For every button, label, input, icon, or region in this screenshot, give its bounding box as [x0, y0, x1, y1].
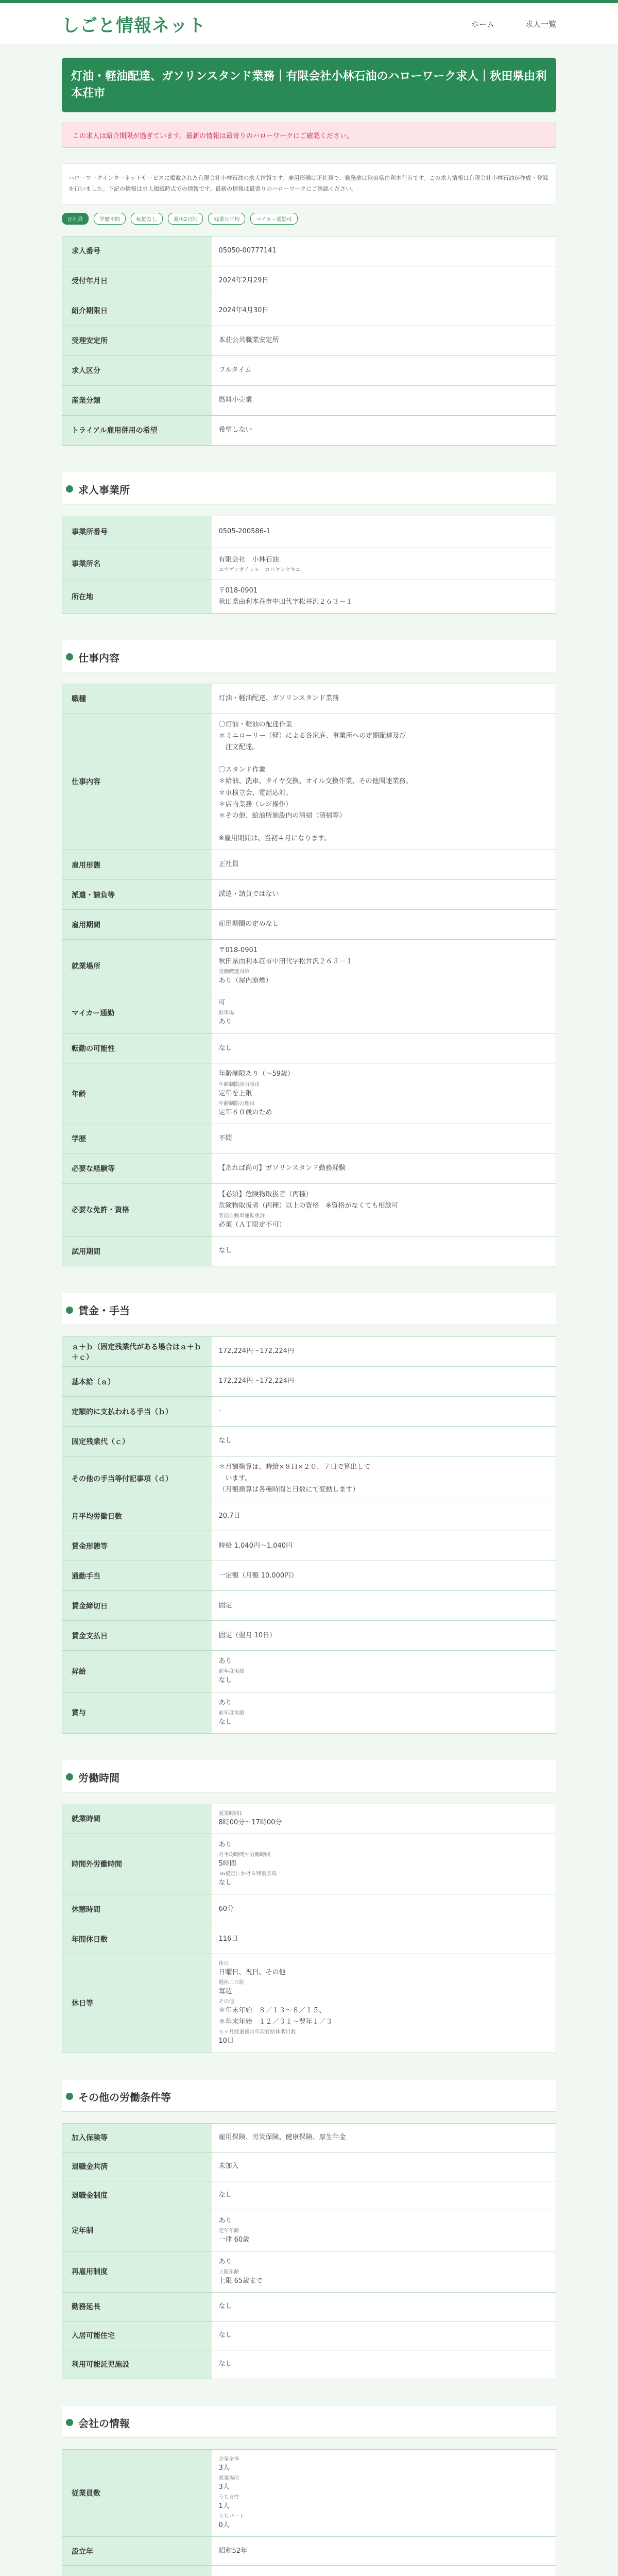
row-value-text: 8時00分〜17時00分 — [218, 1818, 282, 1826]
info-row — [62, 1154, 556, 1183]
info-row — [62, 1561, 556, 1591]
row-value-text: 一定額（月額 10,000円） — [218, 1571, 298, 1580]
basic-info-table — [62, 236, 556, 446]
row-sublabel: 月平均時間外労働時間 — [218, 1852, 270, 1858]
row-value-text: 3人 — [218, 2483, 230, 2491]
info-row — [62, 2350, 556, 2379]
section-hours — [62, 1760, 556, 1792]
row-value — [212, 296, 556, 326]
row-value-text: 1人 — [218, 2502, 230, 2511]
row-label: 就業時間 — [62, 1804, 212, 1834]
row-value — [212, 2537, 556, 2566]
hours-table — [62, 1804, 556, 2053]
wage-table — [62, 1336, 556, 1734]
info-row — [62, 2321, 556, 2350]
row-value-text: 172,224円〜172,224円 — [218, 1347, 295, 1355]
row-label: 退職金共済 — [62, 2152, 212, 2181]
row-value-text: なし — [218, 1247, 232, 1255]
section-job — [62, 640, 556, 672]
row-value-text: 05050-00777141 — [218, 247, 277, 255]
info-row — [62, 1124, 556, 1154]
row-value — [212, 1561, 556, 1591]
row-value-text: 定年６０歳のため — [218, 1108, 272, 1116]
section-employer — [62, 472, 556, 504]
row-value — [212, 415, 556, 445]
info-row — [62, 1834, 556, 1894]
info-row — [62, 1924, 556, 1954]
row-label: 転勤の可能性 — [62, 1033, 212, 1063]
section-company — [62, 2406, 556, 2438]
info-row — [62, 992, 556, 1033]
row-sublabel: 普通自動車運転免許 — [218, 1213, 265, 1219]
row-value-text: ＊月額換算は、時給×８Ｈ×２０．７日で算出して います。 （月額換算は各種時間と日数にて変動します） — [218, 1463, 371, 1494]
row-value — [212, 2350, 556, 2379]
row-value-text: 雇用保険、労災保険、健康保険、厚生年金 — [218, 2133, 346, 2141]
row-value — [212, 940, 556, 992]
row-value-text: 2024年2月29日 — [218, 277, 269, 285]
row-value — [212, 1894, 556, 1924]
info-row — [62, 1651, 556, 1692]
row-value-text: なし — [218, 1878, 232, 1887]
row-value-text: 10日 — [218, 2037, 234, 2045]
row-label: 所在地 — [62, 580, 212, 613]
row-value-text: 正社員 — [218, 860, 239, 869]
row-sublabel: 年齢制限該当事由 — [218, 1081, 260, 1088]
row-sublabel: 就業時間1 — [218, 1810, 243, 1817]
row-label: 就業場所 — [62, 940, 212, 992]
main-content — [62, 58, 556, 2576]
row-value-text: 燃料小売業 — [218, 396, 252, 404]
info-row — [62, 880, 556, 910]
row-value-text: 毎週 — [218, 1988, 232, 1996]
tag-overtime: 残業月平均 — [208, 213, 245, 225]
info-row — [62, 1367, 556, 1397]
row-sublabel: その他 — [218, 1999, 234, 2005]
row-label: 加入保険等 — [62, 2123, 212, 2152]
row-label: 試用期間 — [62, 1236, 212, 1266]
row-label: 求人区分 — [62, 355, 212, 385]
info-row — [62, 2292, 556, 2321]
row-value-text: なし — [218, 2302, 232, 2311]
row-value-text: - — [218, 1407, 221, 1415]
info-row — [62, 1501, 556, 1531]
row-value-text: フルタイム — [218, 366, 252, 375]
row-sublabel: 上限年齢 — [218, 2269, 239, 2275]
row-value — [212, 1456, 556, 1501]
row-label: 入居可能住宅 — [62, 2321, 212, 2350]
site-header — [0, 0, 618, 44]
row-value-text: 172,224円〜172,224円 — [218, 1377, 295, 1385]
row-value — [212, 910, 556, 940]
row-label: マイカー通勤 — [62, 992, 212, 1033]
info-row — [62, 684, 556, 714]
row-value-text: あり（屋内原煙） — [218, 977, 272, 985]
row-value-text: なし — [218, 2331, 232, 2340]
info-row — [62, 2566, 556, 2576]
row-label: 休憩時間 — [62, 1894, 212, 1924]
row-value-text: 希望しない — [218, 426, 252, 434]
row-value-text: 5時間 — [218, 1859, 236, 1868]
section-title: 求人事業所 — [78, 483, 130, 496]
row-value-text: 定年を上限 — [218, 1089, 252, 1097]
info-row — [62, 516, 556, 548]
row-label: 再雇用制度 — [62, 2251, 212, 2292]
nav-home-link[interactable]: ホーム — [471, 19, 494, 29]
row-value-text: なし — [218, 2191, 232, 2199]
row-sublabel: 休日 — [218, 1961, 229, 1967]
row-value-text: あり — [218, 2216, 232, 2225]
job-description-intro: ハローワークインターネットサービスに掲載された有限会社小林石油の求人情報です。雇用形態は正社員で、勤務地は秋田県由利本荘市です。この求人情報は有限会社小林石油が作成・登録を行いました。下記の情報は求人掲載時点での情報です。最新の情報は最寄りのハローワークにご確認ください。 — [62, 163, 556, 205]
row-value-text: 3人 — [218, 2464, 230, 2472]
row-label: 賃金形態等 — [62, 1531, 212, 1561]
row-value — [212, 2210, 556, 2251]
info-row — [62, 910, 556, 940]
info-row — [62, 1894, 556, 1924]
row-label: その他の手当等付記事項（ｄ） — [62, 1456, 212, 1501]
row-value — [212, 1063, 556, 1124]
section-title: 会社の情報 — [78, 2417, 130, 2430]
section-title: その他の労働条件等 — [78, 2091, 171, 2104]
info-row — [62, 385, 556, 415]
row-value-text: なし — [218, 1676, 232, 1685]
row-label: 定年制 — [62, 2210, 212, 2251]
row-value-text: 〇灯油・軽油の配達作業 ＊ミニローリー（軽）による各家庭、事業所への定期配達及び 注文配達。 〇スタンド作業 ＊給油、洗車、タイヤ交換、オイル交換作業、その他関連業務。 ＊車検立会、電話応対。 ＊店内業務（レジ操作） ＊その他、給油所施設内の清掃（清掃等） ※雇用期間は、当初４月になります。 — [218, 720, 413, 842]
row-label: 必要な経験等 — [62, 1154, 212, 1183]
page-title: 灯油・軽油配達、ガソリンスタンド業務｜有限会社小林石油のハローワーク求人｜秋田県由利本荘市 — [62, 58, 556, 112]
info-row — [62, 1621, 556, 1651]
tag-employment-type: 正社員 — [62, 213, 89, 225]
row-value — [212, 850, 556, 880]
row-label: 職種 — [62, 684, 212, 714]
row-label: トライアル雇用併用の希望 — [62, 415, 212, 445]
row-value-text: 60分 — [218, 1905, 234, 1913]
row-label: 定額的に支払われる手当（ｂ） — [62, 1397, 212, 1427]
row-label: 休日等 — [62, 1954, 212, 2053]
row-label: ａ＋ｂ（固定残業代がある場合はａ＋ｂ＋ｃ） — [62, 1337, 212, 1367]
row-value — [212, 1154, 556, 1183]
row-label: 必要な免許・資格 — [62, 1183, 212, 1236]
row-label: 賃金締切日 — [62, 1591, 212, 1621]
row-value — [212, 2251, 556, 2292]
row-label: 雇用形態 — [62, 850, 212, 880]
row-label: 退職金制度 — [62, 2181, 212, 2210]
row-value-text: 【あれば尚可】ガソリンスタンド勤務経験 — [218, 1164, 346, 1173]
info-row — [62, 2537, 556, 2566]
info-row — [62, 1692, 556, 1733]
row-value — [212, 266, 556, 296]
tag-education: 学歴不問 — [94, 213, 126, 225]
company-table — [62, 2449, 556, 2576]
info-row — [62, 2251, 556, 2292]
row-value-text: なし — [218, 1718, 232, 1726]
expired-notice: この求人は紹介期限が過ぎています。最新の情報は最寄りのハローワークにご確認ください。 — [62, 123, 556, 148]
row-value — [212, 880, 556, 910]
row-label: 事業所番号 — [62, 516, 212, 548]
row-label: 派遣・請負等 — [62, 880, 212, 910]
row-value — [212, 714, 556, 850]
row-value-text: なし — [218, 2360, 232, 2368]
row-value-text: 本荘公共職業安定所 — [218, 336, 279, 345]
row-label: 求人番号 — [62, 236, 212, 266]
row-value-text: あり — [218, 1699, 232, 1707]
section-dot-icon — [66, 1773, 73, 1781]
row-sublabel: 前年度実績 — [218, 1669, 245, 1675]
info-row — [62, 1591, 556, 1621]
row-label: 産業分類 — [62, 385, 212, 415]
row-value-text: 派遣・請負ではない — [218, 890, 279, 899]
row-value-text: 116日 — [218, 1935, 238, 1943]
row-label: 事業所名 — [62, 548, 212, 580]
row-value — [212, 2152, 556, 2181]
row-sublabel: 前年度実績 — [218, 1710, 245, 1716]
row-value-text: 昭和52年 — [218, 2547, 248, 2555]
info-row — [62, 1236, 556, 1266]
row-value — [212, 580, 556, 613]
row-value-text: ＊年末年始 ８／１３〜８／１５、 ＊年末年始 １２／３１〜翌年１／３ — [218, 2007, 333, 2026]
row-value — [212, 2449, 556, 2536]
row-value — [212, 2292, 556, 2321]
row-sublabel: 年齢制限の理由 — [218, 1100, 255, 1107]
tag-no-transfer: 転勤なし — [131, 213, 163, 225]
row-value-text: 2024年4月30日 — [218, 307, 269, 315]
row-label: 賞与 — [62, 1692, 212, 1733]
row-value-text: 固定（翌月 10日） — [218, 1631, 277, 1639]
row-value — [212, 1834, 556, 1894]
row-label — [62, 2566, 212, 2576]
row-value-text: あり — [218, 1840, 232, 1849]
row-value — [212, 2181, 556, 2210]
row-value — [212, 548, 556, 580]
section-title: 賃金・手当 — [78, 1304, 130, 1317]
info-row — [62, 1456, 556, 1501]
row-value-text: 不問 — [218, 1134, 232, 1143]
row-label: 昇給 — [62, 1651, 212, 1692]
row-value-text: 上限 65歳まで — [218, 2277, 263, 2285]
row-value-text: あり — [218, 2258, 232, 2266]
row-label: 固定残業代（ｃ） — [62, 1427, 212, 1456]
row-value — [212, 1954, 556, 2053]
info-row — [62, 296, 556, 326]
row-value-text: 年齢制限あり（～59歳） — [218, 1070, 295, 1078]
section-wage — [62, 1293, 556, 1325]
row-label: 受付年月日 — [62, 266, 212, 296]
row-sublabel: 企業全体 — [218, 2456, 239, 2462]
row-value — [212, 1337, 556, 1367]
row-value-text: 0505-200586-1 — [218, 528, 270, 536]
tag-list — [62, 213, 556, 225]
row-label: 通勤手当 — [62, 1561, 212, 1591]
section-dot-icon — [66, 485, 73, 493]
row-value — [212, 1621, 556, 1651]
row-value — [212, 1427, 556, 1456]
row-value — [212, 1924, 556, 1954]
row-value-text: 〒018-0901 秋田県由利本荘市中田代字松井沢２６３－１ — [218, 946, 353, 966]
info-row — [62, 1427, 556, 1456]
row-sublabel: 36協定における特別条項 — [218, 1871, 277, 1877]
row-sublabel: うち女性 — [218, 2495, 239, 2501]
info-row — [62, 714, 556, 850]
row-value-text: 時給 1,040円〜1,040円 — [218, 1541, 293, 1550]
row-value — [212, 2321, 556, 2350]
row-label: 受理安定所 — [62, 326, 212, 355]
info-row — [62, 236, 556, 266]
row-value — [212, 2566, 556, 2576]
conditions-table — [62, 2123, 556, 2379]
row-value — [212, 1651, 556, 1692]
section-title: 労働時間 — [78, 1771, 119, 1784]
site-logo[interactable]: しごと情報ネット — [62, 15, 206, 36]
section-dot-icon — [66, 2093, 73, 2100]
row-value-text: 日曜日、祝日、その他 — [218, 1969, 286, 1977]
row-value — [212, 1692, 556, 1733]
info-row — [62, 326, 556, 355]
tag-car-commute: マイカー通勤可 — [250, 213, 298, 225]
info-row — [62, 415, 556, 445]
nav-jobs-link[interactable]: 求人一覧 — [525, 19, 556, 29]
row-label: 学歴 — [62, 1124, 212, 1154]
info-row — [62, 1397, 556, 1427]
row-value-text: 可 — [218, 999, 226, 1007]
row-sublabel: 駐車場 — [218, 1010, 234, 1016]
row-value — [212, 1501, 556, 1531]
row-value — [212, 2123, 556, 2152]
row-value-text: 有限会社 小林石油 — [218, 555, 279, 564]
row-label: 年間休日数 — [62, 1924, 212, 1954]
row-label: 月平均労働日数 — [62, 1501, 212, 1531]
row-value — [212, 684, 556, 714]
section-title: 仕事内容 — [78, 651, 119, 664]
row-value — [212, 1033, 556, 1063]
section-dot-icon — [66, 1307, 73, 1314]
row-value — [212, 516, 556, 548]
row-value-text: 必須（ＡＴ限定不可） — [218, 1221, 286, 1229]
main-nav — [442, 19, 556, 29]
row-label: 紹介期限日 — [62, 296, 212, 326]
row-value-text: 0人 — [218, 2521, 230, 2530]
row-sublabel: 受動喫煙対策 — [218, 969, 250, 975]
section-dot-icon — [66, 2419, 73, 2426]
info-row — [62, 1033, 556, 1063]
row-value-text: 20.7日 — [218, 1512, 241, 1520]
row-value — [212, 1183, 556, 1236]
employer-table — [62, 516, 556, 614]
row-sublabel: ６ヶ月経過後の年次有給休暇日数 — [218, 2029, 296, 2036]
row-sublabel: 週休二日制 — [218, 1980, 245, 1986]
row-value-text: あり — [218, 1657, 232, 1666]
row-label: 勤務延長 — [62, 2292, 212, 2321]
row-value — [212, 1367, 556, 1397]
info-row — [62, 1337, 556, 1367]
row-label: 設立年 — [62, 2537, 212, 2566]
info-row — [62, 1804, 556, 1834]
row-label: 年齢 — [62, 1063, 212, 1124]
row-value — [212, 236, 556, 266]
row-value — [212, 1236, 556, 1266]
row-value — [212, 355, 556, 385]
info-row — [62, 580, 556, 613]
row-value-text: 【必須】危険物取扱者（丙種） 危険物取扱者（丙種）以上の資格 ※資格がなくても相談可 — [218, 1190, 399, 1210]
row-value — [212, 992, 556, 1033]
info-row — [62, 940, 556, 992]
row-value-text: なし — [218, 1044, 232, 1052]
info-row — [62, 1531, 556, 1561]
row-value-text: 固定 — [218, 1601, 232, 1609]
row-sublabel: 就業場所 — [218, 2476, 239, 2481]
info-row — [62, 2449, 556, 2536]
info-row — [62, 1954, 556, 2053]
row-label: 基本給（ａ） — [62, 1367, 212, 1397]
row-value — [212, 385, 556, 415]
info-row — [62, 2123, 556, 2152]
row-value-text: 未加入 — [218, 2162, 239, 2170]
job-table — [62, 684, 556, 1266]
row-value-text: 雇用期間の定めなし — [218, 920, 279, 928]
row-label: 仕事内容 — [62, 714, 212, 850]
row-value-text: 灯油・軽油配達、ガソリンスタンド業務 — [218, 694, 339, 703]
section-dot-icon — [66, 653, 73, 660]
row-value — [212, 1591, 556, 1621]
row-sublabel: ユウゲンガイシャ コバヤシセキユ — [218, 567, 301, 573]
info-row — [62, 1183, 556, 1236]
row-value — [212, 1124, 556, 1154]
info-row — [62, 2210, 556, 2251]
row-value-text: 一律 60歳 — [218, 2235, 250, 2244]
row-label: 時間外労働時間 — [62, 1834, 212, 1894]
info-row — [62, 2181, 556, 2210]
row-value-text: あり — [218, 1018, 232, 1026]
row-label: 雇用期間 — [62, 910, 212, 940]
info-row — [62, 548, 556, 580]
row-value — [212, 1531, 556, 1561]
row-value — [212, 326, 556, 355]
info-row — [62, 266, 556, 296]
tag-two-day-weekend: 週休2日制 — [168, 213, 203, 225]
info-row — [62, 1063, 556, 1124]
row-label: 利用可能託児施設 — [62, 2350, 212, 2379]
info-row — [62, 2152, 556, 2181]
info-row — [62, 355, 556, 385]
row-value — [212, 1397, 556, 1427]
section-conditions — [62, 2080, 556, 2112]
row-value — [212, 1804, 556, 1834]
row-label: 従業員数 — [62, 2449, 212, 2536]
info-row — [62, 850, 556, 880]
row-sublabel: うちパート — [218, 2514, 245, 2520]
row-label: 賃金支払日 — [62, 1621, 212, 1651]
row-value-text: なし — [218, 1437, 232, 1445]
row-sublabel: 定年年齢 — [218, 2228, 239, 2234]
row-value-text: 〒018-0901 秋田県由利本荘市中田代字松井沢２６３－１ — [218, 586, 353, 606]
